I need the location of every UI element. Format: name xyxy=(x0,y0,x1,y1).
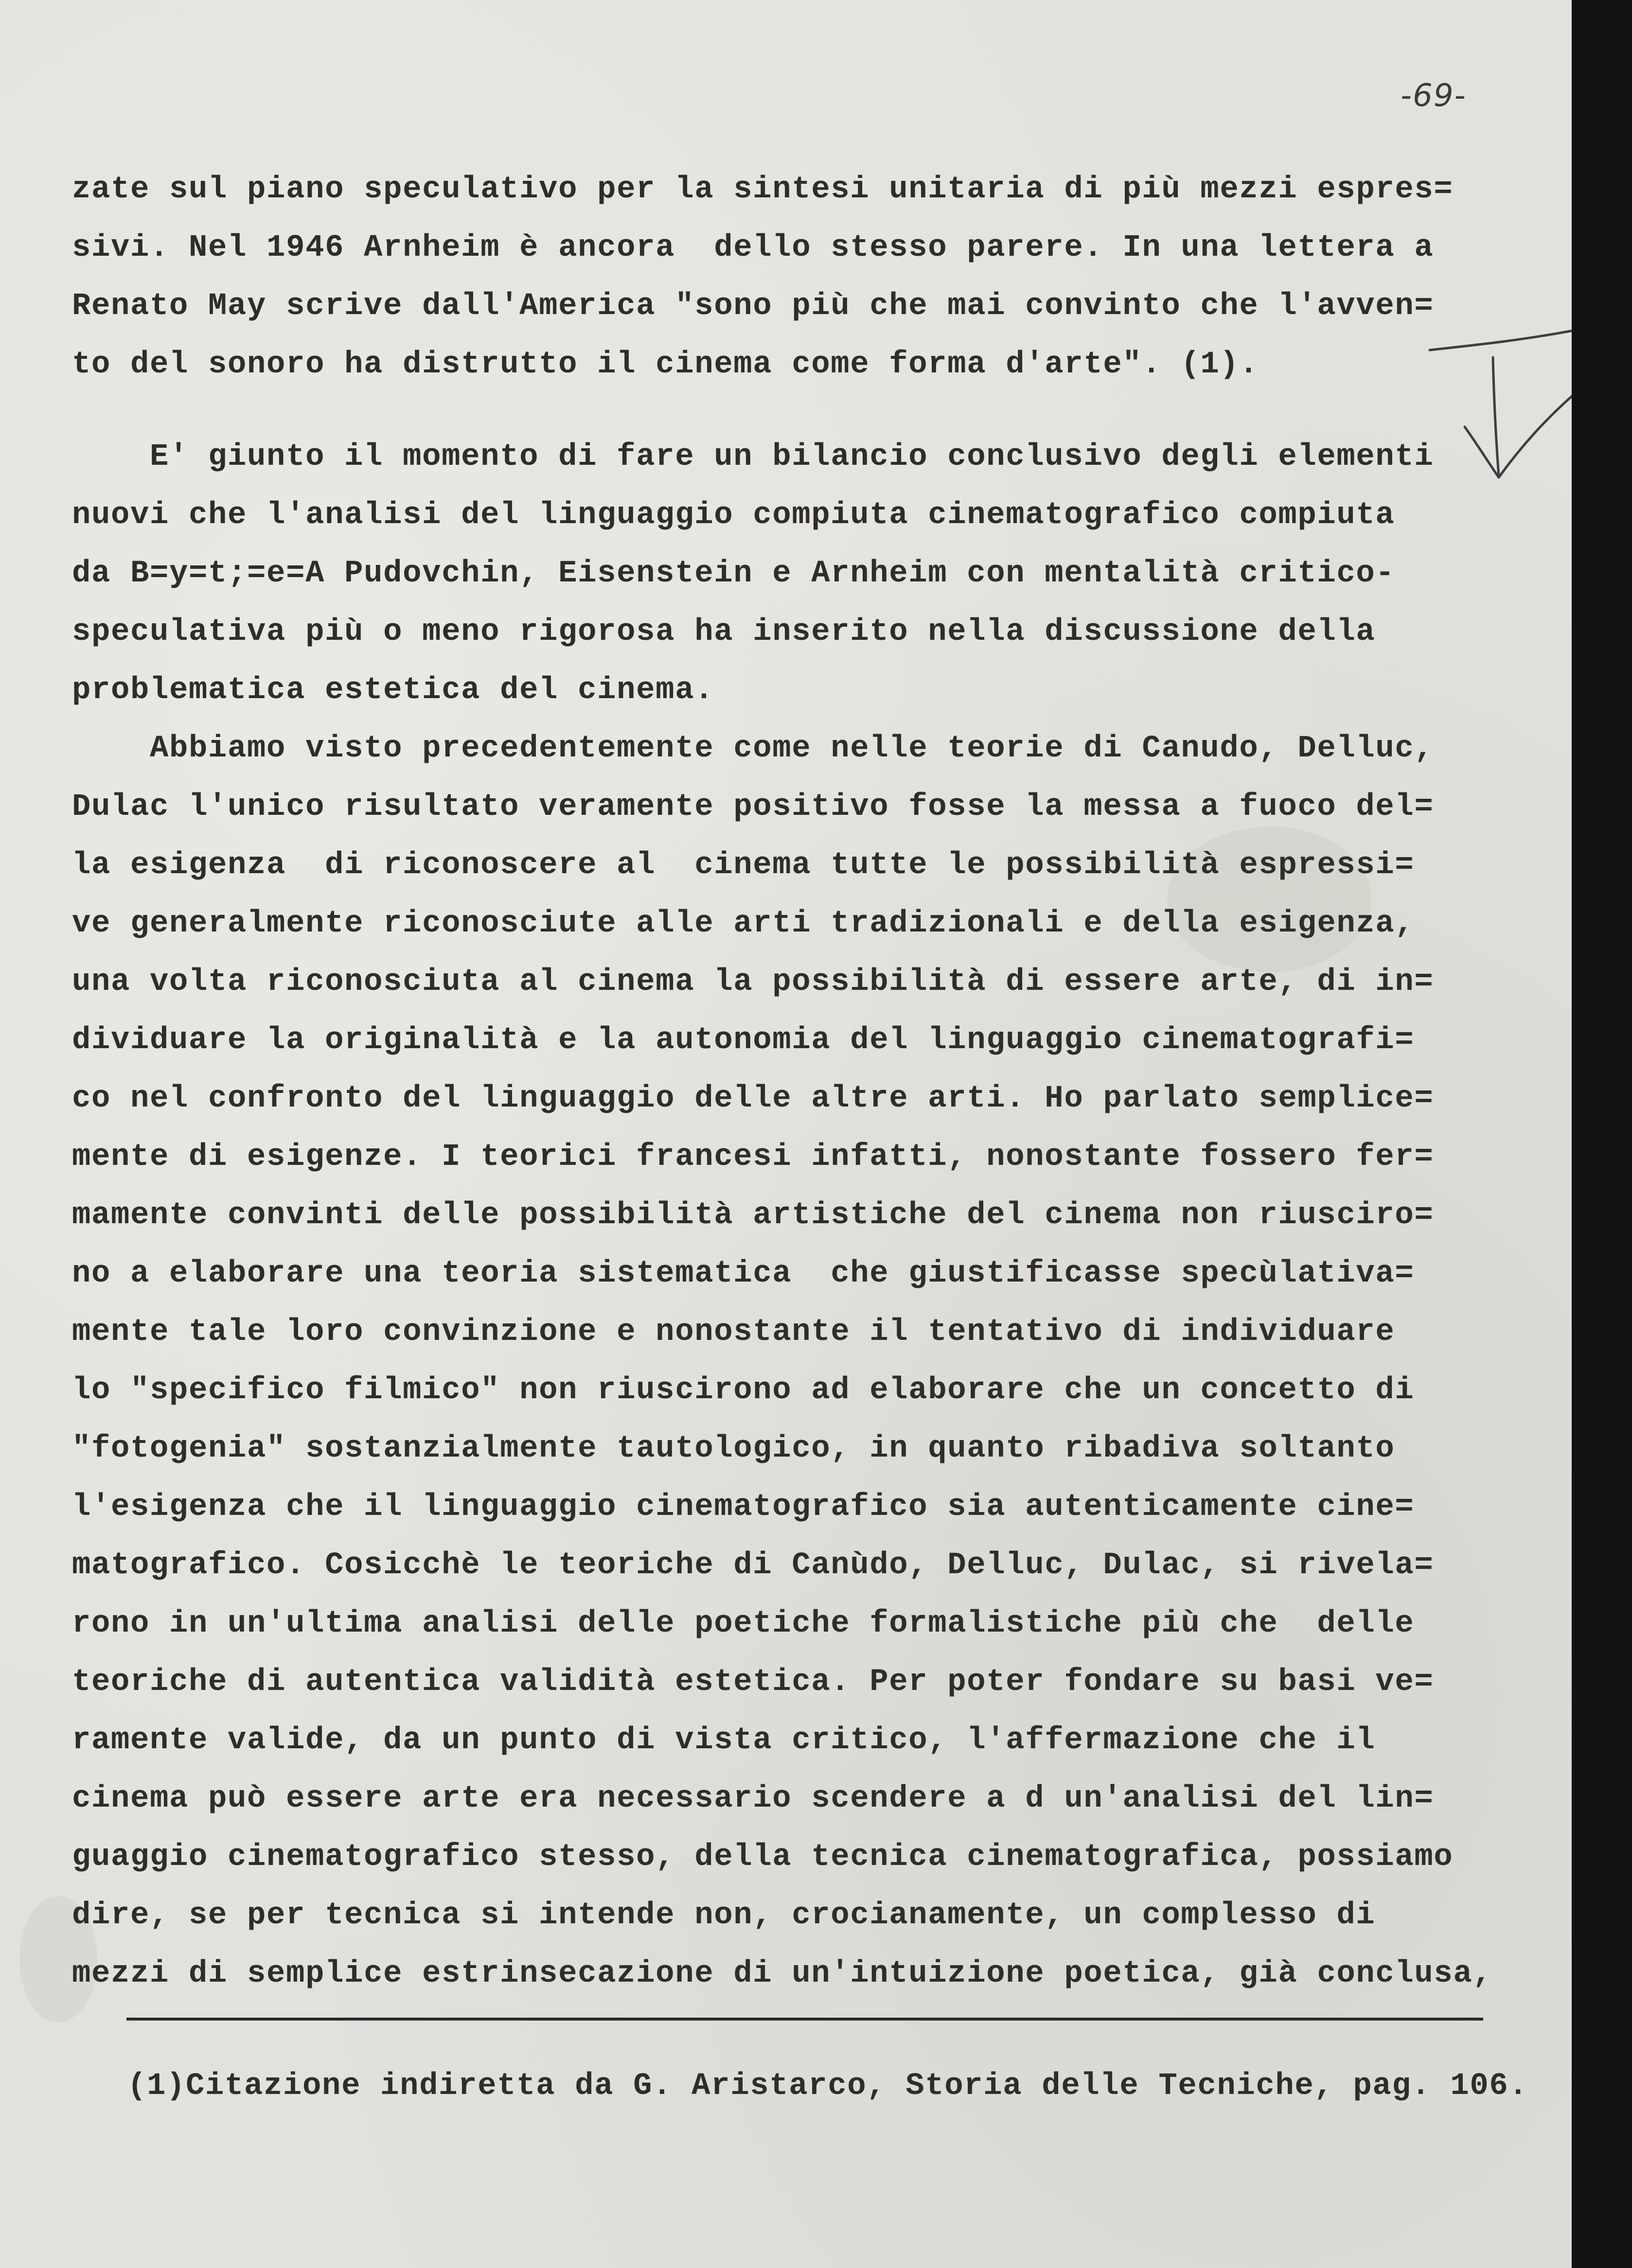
text-line: matografico. Cosicchè le teoriche di Canùdo, Delluc, Dulac, si rivela= xyxy=(72,1548,1434,1583)
text-line: speculativa più o meno rigorosa ha inserito nella discussione della xyxy=(72,615,1376,650)
text-line: nuovi che l'analisi del linguaggio compiuta cinematografico compiuta xyxy=(72,498,1395,533)
body-text xyxy=(72,160,1531,2003)
text-line: to del sonoro ha distrutto il cinema come forma d'arte". (1). xyxy=(72,347,1259,382)
text-line: da B=y=t;=e=A Pudovchin, Eisenstein e Arnheim con mentalità critico- xyxy=(72,556,1395,591)
footnote-divider xyxy=(126,2018,1483,2021)
text-line: rono in un'ultima analisi delle poetiche formalistiche più che delle xyxy=(72,1606,1415,1641)
text-line: Dulac l'unico risultato veramente positivo fosse la messa a fuoco del= xyxy=(72,790,1434,825)
text-line: la esigenza di riconoscere al cinema tutte le possibilità espressi= xyxy=(72,848,1415,883)
text-line: dividuare la originalità e la autonomia del linguaggio cinematografi= xyxy=(72,1023,1415,1058)
text-line: sivi. Nel 1946 Arnheim è ancora dello stesso parere. In una lettera a xyxy=(72,230,1434,265)
page-number: -69- xyxy=(1401,78,1467,114)
text-line: mezzi di semplice estrinsecazione di un'intuizione poetica, già conclusa, xyxy=(72,1956,1492,1991)
text-line: ramente valide, da un punto di vista critico, l'affermazione che il xyxy=(72,1723,1376,1758)
text-line: Renato May scrive dall'America "sono più che mai convinto che l'avven= xyxy=(72,289,1434,324)
text-line: lo "specifico filmico" non riuscirono ad elaborare che un concetto di xyxy=(72,1373,1415,1408)
text-line: mente di esigenze. I teorici francesi infatti, nonostante fossero fer= xyxy=(72,1140,1434,1175)
text-line: problematica estetica del cinema. xyxy=(72,673,714,708)
text-line: mente tale loro convinzione e nonostante il tentativo di individuare xyxy=(72,1315,1395,1350)
paragraph-1 xyxy=(72,160,1531,394)
text-line: teoriche di autentica validità estetica. Per poter fondare su basi ve= xyxy=(72,1665,1434,1700)
text-line: dire, se per tecnica si intende non, crocianamente, un complesso di xyxy=(72,1898,1376,1933)
text-line: l'esigenza che il linguaggio cinematografico sia autenticamente cine= xyxy=(72,1490,1415,1525)
text-line: ve generalmente riconosciute alle arti tradizionali e della esigenza, xyxy=(72,906,1415,941)
text-line: co nel confronto del linguaggio delle altre arti. Ho parlato semplice= xyxy=(72,1081,1434,1116)
text-line: no a elaborare una teoria sistematica che giustificasse specùlativa= xyxy=(72,1256,1415,1291)
text-line: mamente convinti delle possibilità artistiche del cinema non riusciro= xyxy=(72,1198,1434,1233)
paragraph-2 xyxy=(72,428,1531,720)
text-line: E' giunto il momento di fare un bilancio conclusivo degli elementi xyxy=(72,440,1434,475)
text-line: zate sul piano speculativo per la sintesi unitaria di più mezzi espres= xyxy=(72,172,1454,207)
paragraph-gap xyxy=(72,394,1531,428)
text-line: guaggio cinematografico stesso, della tecnica cinematografica, possiamo xyxy=(72,1840,1454,1875)
text-line: Abbiamo visto precedentemente come nelle teorie di Canudo, Delluc, xyxy=(72,731,1434,766)
scan-border xyxy=(1572,0,1632,2268)
footnote: (1)Citazione indiretta da G. Aristarco, Storia delle Tecniche, pag. 106. xyxy=(127,2069,1528,2104)
text-line: "fotogenia" sostanzialmente tautologico, in quanto ribadiva soltanto xyxy=(72,1431,1395,1466)
text-line: una volta riconosciuta al cinema la possibilità di essere arte, di in= xyxy=(72,965,1434,1000)
paragraph-3 xyxy=(72,720,1531,2003)
text-line: cinema può essere arte era necessario scendere a d un'analisi del lin= xyxy=(72,1781,1434,1816)
